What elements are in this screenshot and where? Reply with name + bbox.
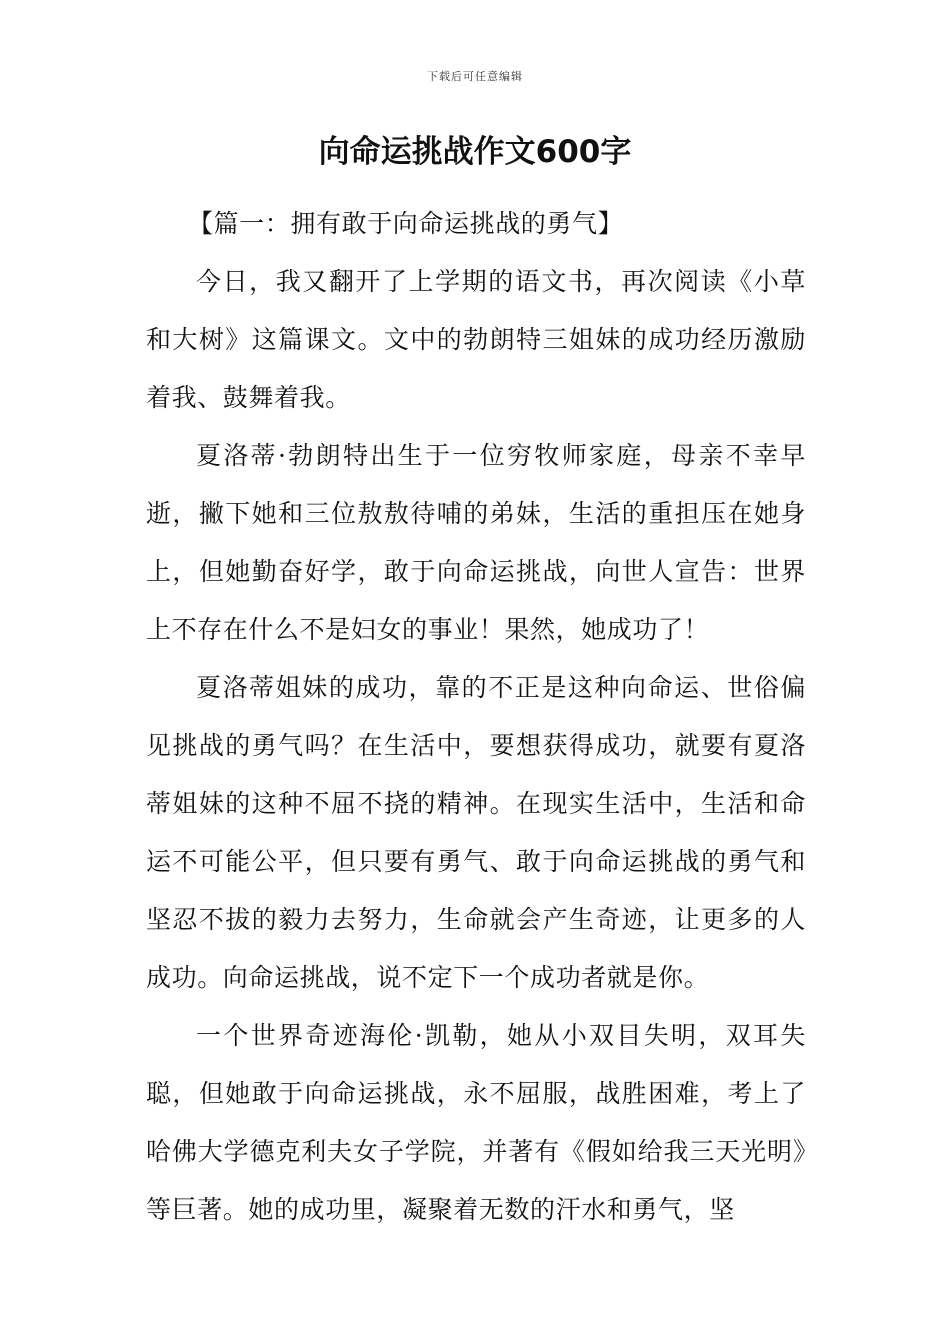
paragraph-4: 一个世界奇迹海伦·凯勒，她从小双目失明，双耳失聪，但她敢于向命运挑战，永不屈服，战胜困难，考上了哈佛大学德克利夫女子学院，并著有《假如给我三天光明》等巨著。她的成功里，凝聚着无数的汗水和勇气，坚: [146, 1021, 806, 1224]
document-body: [146, 195, 806, 1239]
document-title: 向命运挑战作文600字: [318, 134, 632, 170]
paragraph-2: 夏洛蒂·勃朗特出生于一位穷牧师家庭，母亲不幸早逝，撇下她和三位敖敖待哺的弟妹，生活的重担压在她身上，但她勤奋好学，敢于向命运挑战，向世人宣告：世界上不存在什么不是妇女的事业！果然，她成功了！: [146, 441, 806, 644]
paragraph-1: 今日，我又翻开了上学期的语文书，再次阅读《小草和大树》这篇课文。文中的勃朗特三姐妹的成功经历激励着我、鼓舞着我。: [146, 267, 806, 412]
paragraph-3: 夏洛蒂姐妹的成功，靠的不正是这种向命运、世俗偏见挑战的勇气吗？在生活中，要想获得成功，就要有夏洛蒂姐妹的这种不屈不挠的精神。在现实生活中，生活和命运不可能公平，但只要有勇气、敢于向命运挑战的勇气和坚忍不拔的毅力去努力，生命就会产生奇迹，让更多的人成功。向命运挑战，说不定下一个成功者就是你。: [146, 673, 806, 992]
section-heading: 【篇一：拥有敢于向命运挑战的勇气】: [188, 209, 624, 238]
header-note: 下载后可任意编辑: [427, 70, 523, 83]
